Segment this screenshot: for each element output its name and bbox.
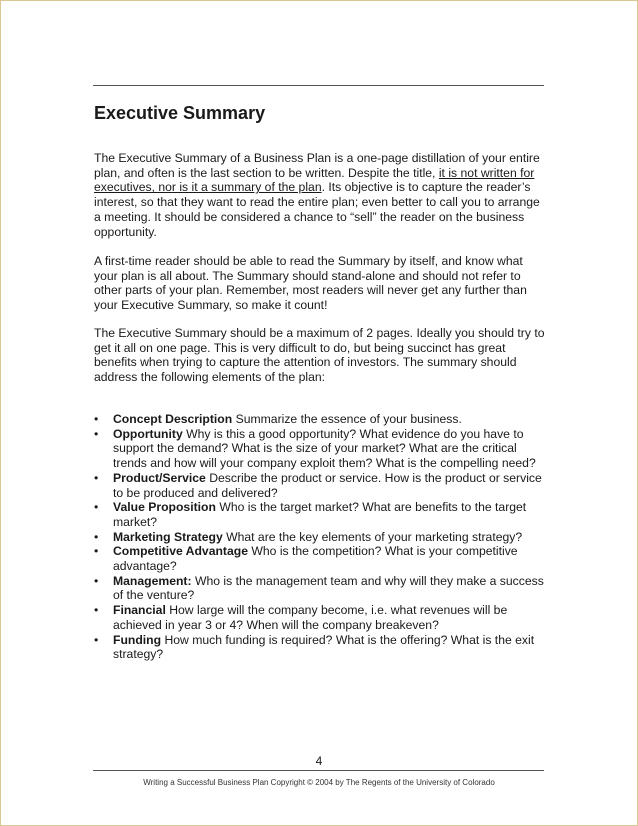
list-item-text: Summarize the essence of your business. (232, 412, 462, 426)
list-item-text: Why is this a good opportunity? What evidence do you have to support the demand? What is the size of your market? What are the critical trends and how will your company exploit them? What is the compelling need? (113, 426, 536, 471)
page-title: Executive Summary (94, 103, 266, 123)
list-item (94, 530, 546, 545)
paragraph-intro-start: The Executive Summary of a Business Plan is a one-page distillation of your entire plan, and often is the last section to be written. Despite the title, (94, 151, 540, 180)
paragraph-intro-end: . Its objective is to capture the reader’s interest, so that they want to read the entire plan; even better to call you to arrange a meeting. It should be considered a chance to “sell” the reader on the business opportunity. (94, 180, 540, 239)
bullet-icon: • (94, 632, 99, 647)
list-item (94, 427, 546, 471)
paragraph-length-guidance: The Executive Summary should be a maximum of 2 pages. Ideally you should try to get it all on one page. This is very difficult to do, but being succinct has great benefits when trying to capture the attention of investors. The summary should address the following elements of the plan: (94, 326, 545, 385)
list-item-term: Funding (113, 632, 162, 647)
list-item-text: How large will the company become, i.e. what revenues will be achieved in year 3 or 4? When will the company breakeven? (113, 603, 508, 632)
bullet-icon: • (94, 470, 99, 485)
bullet-icon: • (94, 603, 99, 618)
list-item (94, 471, 546, 500)
list-item (94, 603, 546, 632)
header-rule (93, 85, 544, 86)
paragraph-intro (94, 151, 546, 239)
list-item (94, 544, 546, 573)
footer-rule (93, 770, 544, 771)
list-item-term: Management: (113, 573, 192, 588)
list-item-term: Concept Description (113, 412, 233, 426)
list-item (94, 500, 546, 529)
list-item (94, 412, 546, 427)
list-item-term: Marketing Strategy (113, 529, 223, 544)
list-item (94, 633, 546, 662)
bullet-icon: • (94, 426, 99, 441)
bullet-icon: • (94, 529, 99, 544)
list-item-term: Competitive Advantage (113, 544, 248, 559)
list-item (94, 574, 546, 603)
list-item-text: Who is the management team and why will they make a success of the venture? (113, 573, 544, 603)
bullet-icon: • (94, 500, 99, 515)
paragraph-intro-underlined: it is not written for executives, nor is it a summary of the plan (94, 165, 535, 195)
bullet-icon: • (94, 412, 99, 426)
list-item-text: Describe the product or service. How is the product or service to be produced and delivered? (113, 470, 542, 500)
page-number: 4 (315, 754, 323, 768)
elements-list (94, 412, 546, 662)
list-item-text: Who is the competition? What is your competitive advantage? (113, 544, 518, 574)
list-item-term: Opportunity (113, 426, 183, 441)
paragraph-first-time-reader: A first-time reader should be able to read the Summary by itself, and know what your plan is all about. The Summary should stand-alone and should not refer to other parts of your plan. Remember, most readers will never get any further than your Executive Summary, so make it count! (94, 254, 527, 313)
list-item-text: How much funding is required? What is the offering? What is the exit strategy? (113, 632, 535, 662)
list-item-text: Who is the target market? What are benefits to the target market? (113, 500, 527, 529)
bullet-icon: • (94, 573, 99, 588)
list-item-text: What are the key elements of your marketing strategy? (222, 529, 523, 544)
footer-copyright: Writing a Successful Business Plan Copyright © 2004 by The Regents of the University of Colorado (143, 778, 495, 787)
bullet-icon: • (94, 544, 99, 559)
list-item-term: Product/Service (113, 470, 206, 485)
list-item-term: Financial (113, 603, 166, 618)
list-item-term: Value Proposition (113, 500, 216, 515)
